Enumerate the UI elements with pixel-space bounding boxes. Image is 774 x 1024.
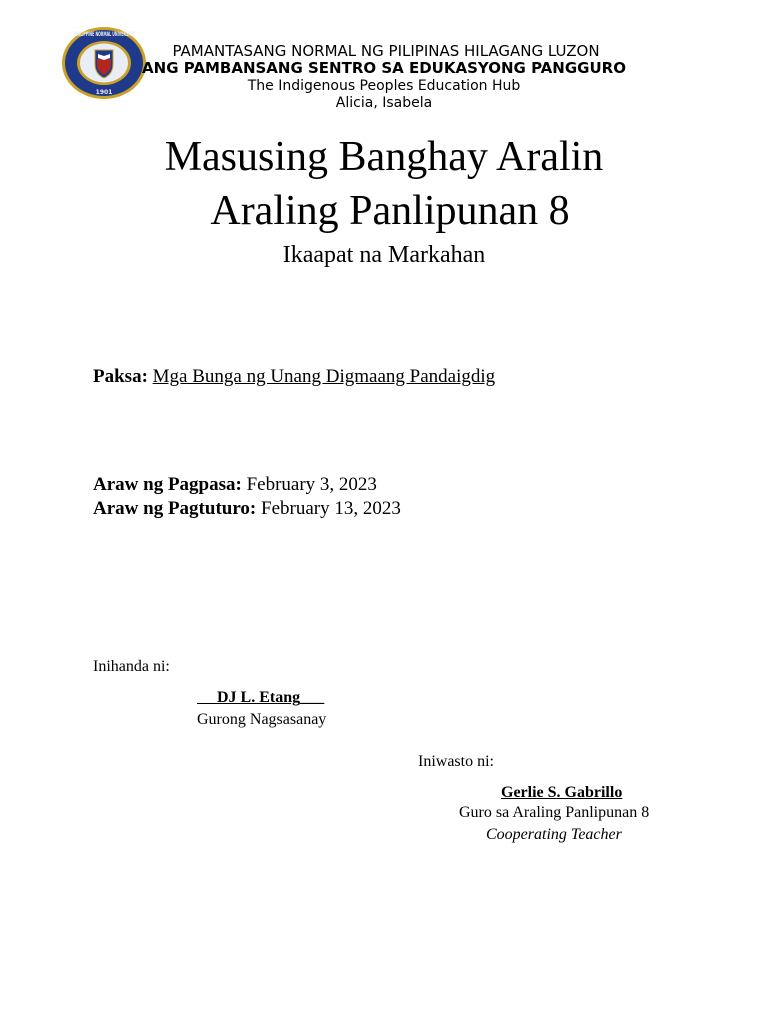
submission-date-label: Araw ng Pagpasa: [93, 474, 242, 495]
university-name: PAMANTASANG NORMAL NG PILIPINAS HILAGANG LUZON [172, 42, 600, 60]
teaching-date-row [93, 497, 401, 521]
prepared-by-role: Gurong Nagsasanay [197, 711, 327, 728]
seal-year: 1901 [95, 89, 113, 96]
campus-location: Alicia, Isabela [335, 95, 433, 111]
topic-value: Mga Bunga ng Unang Digmaang Pandaigdig [152, 366, 496, 387]
teaching-date-label: Araw ng Pagtuturo: [93, 498, 257, 519]
submission-date-value: February 3, 2023 [246, 474, 377, 495]
checked-by-name: Gerlie S. Gabrillo [501, 784, 623, 801]
seal-ring-text: PHILIPPINE NORMAL UNIVERSITY [74, 31, 135, 38]
teaching-date-value: February 13, 2023 [261, 498, 401, 519]
checked-by-title: Cooperating Teacher [486, 826, 622, 843]
hub-name: The Indigenous Peoples Education Hub [247, 78, 521, 94]
subject-title: Araling Panlipunan 8 [210, 188, 570, 234]
checked-by-label: Iniwasto ni: [418, 753, 494, 770]
quarter-subtitle: Ikaapat na Markahan [282, 242, 486, 268]
topic-label: Paksa: [93, 366, 148, 387]
topic-row [93, 365, 495, 389]
document-title: Masusing Banghay Aralin [164, 134, 604, 180]
center-name: ANG PAMBANSANG SENTRO SA EDUKASYONG PANGGURO [142, 59, 626, 77]
checked-by-role: Guro sa Araling Panlipunan 8 [459, 804, 650, 821]
submission-date-row [93, 473, 377, 497]
prepared-by-name: DJ L. Etang___ [197, 689, 325, 706]
prepared-by-label: Inihanda ni: [93, 658, 170, 675]
